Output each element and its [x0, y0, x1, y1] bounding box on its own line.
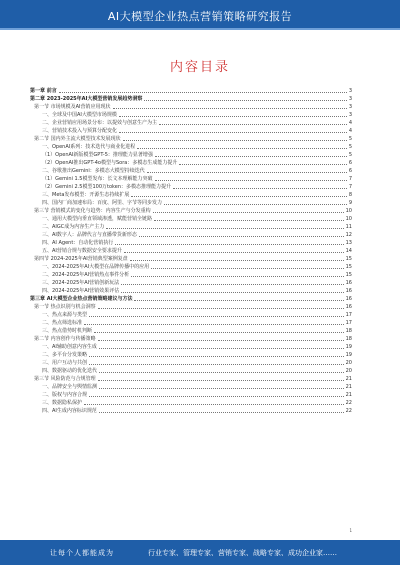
toc-heading: 内容目录 [169, 60, 230, 75]
toc-leader-dots [144, 99, 346, 101]
toc-entry-page: 12 [345, 232, 352, 238]
toc-leader-dots [131, 195, 346, 197]
toc-entry-label: （2）OpenAI推出GPT-4o模型与Sora：多模态生成能力提升 [42, 160, 178, 166]
toc-leader-dots [119, 131, 347, 133]
toc-entry[interactable] [30, 246, 352, 254]
toc-entry-page: 9 [348, 200, 352, 206]
toc-entry[interactable] [30, 262, 352, 270]
toc-entry-label: 一、全球及中国AI大模型市场规模 [42, 112, 117, 118]
toc-leader-dots [153, 211, 344, 213]
toc-entry[interactable] [30, 110, 352, 118]
toc-entry[interactable] [30, 86, 352, 94]
toc-leader-dots [123, 139, 347, 141]
toc-entry-page: 8 [348, 192, 352, 198]
toc-entry-page: 20 [345, 360, 352, 366]
toc-entry-label: 第一节 市场规模及AI营销应用现状 [34, 104, 111, 110]
toc-entry-label: 一、AI辅助创意内容生成 [42, 344, 97, 350]
toc-entry-page: 21 [345, 384, 352, 390]
toc-entry[interactable] [30, 150, 352, 158]
toc-entry[interactable] [30, 342, 352, 350]
toc-entry-page: 21 [345, 376, 352, 382]
toc-entry[interactable] [30, 278, 352, 286]
toc-entry-label: 二、谷歌推出Gemini：多模态大模型持续迭代 [42, 168, 145, 174]
toc-entry-page: 7 [348, 176, 352, 182]
toc-leader-dots [151, 267, 343, 269]
toc-entry-page: 10 [345, 216, 352, 222]
toc-entry-label: 第二节 国内外主流大模型技术发展现状 [34, 136, 121, 142]
toc-entry-label: 第二节 内容创作与传播策略 [34, 336, 96, 342]
toc-entry-page: 3 [348, 88, 352, 94]
toc-entry-label: 四、AI生成内容标识规范 [42, 408, 97, 414]
toc-entry-page: 19 [345, 352, 352, 358]
toc-entry[interactable] [30, 118, 352, 126]
toc-leader-dots [164, 203, 347, 205]
toc-entry-label: 三、用户互动与共创 [42, 360, 88, 366]
toc-leader-dots [84, 323, 344, 325]
toc-entry-page: 17 [345, 312, 352, 318]
toc-entry[interactable] [30, 254, 352, 262]
toc-entry-page: 22 [345, 408, 352, 414]
toc-leader-dots [98, 339, 344, 341]
toc-leader-dots [89, 395, 344, 397]
toc-entry-label: 第三节 风险防范与合规管理 [34, 376, 96, 382]
toc-entry[interactable] [30, 174, 352, 182]
toc-entry[interactable] [30, 198, 352, 206]
toc-entry-label: 第二章 2023-2025年AI大模型营销发展趋势洞察 [30, 96, 143, 102]
toc-entry-label: 二、2024-2025年AI营销热点事件分析 [42, 272, 130, 278]
toc-entry-page: 17 [345, 320, 352, 326]
toc-entry-label: 四、AI Agent：自动化营销执行 [42, 240, 114, 246]
toc-leader-dots [155, 179, 347, 181]
toc-leader-dots [121, 283, 343, 285]
toc-leader-dots [147, 171, 347, 173]
toc-leader-dots [99, 387, 344, 389]
toc-entry[interactable] [30, 166, 352, 174]
toc-entry[interactable] [30, 94, 352, 102]
table-of-contents [30, 86, 352, 414]
toc-entry-label: 四、2024-2025年AI营销效果评估 [42, 288, 120, 294]
toc-entry[interactable] [30, 294, 352, 302]
header-stripe [0, 28, 400, 30]
toc-entry-label: 第三章 AI大模型企业热点营销策略建议与方法 [30, 296, 133, 302]
toc-entry-page: 3 [348, 96, 352, 102]
toc-entry[interactable] [30, 206, 352, 214]
toc-entry[interactable] [30, 142, 352, 150]
toc-entry[interactable] [30, 286, 352, 294]
toc-entry-page: 7 [348, 184, 352, 190]
toc-entry-page: 15 [345, 256, 352, 262]
toc-leader-dots [179, 163, 346, 165]
toc-leader-dots [124, 251, 344, 253]
toc-entry-label: 二、多平台分发策略 [42, 352, 88, 358]
toc-leader-dots [113, 107, 347, 109]
toc-entry-label: 第一节 热点识别与机会洞察 [34, 304, 96, 310]
toc-entry-label: 五、AI营销合规与数据安全要求提升 [42, 248, 122, 254]
toc-leader-dots [173, 187, 347, 189]
toc-entry-label: 第四节 2024-2025年AI营销典型案例复盘 [34, 256, 128, 262]
toc-entry-page: 16 [345, 296, 352, 302]
toc-entry[interactable] [30, 270, 352, 278]
toc-leader-dots [99, 411, 344, 413]
toc-leader-dots [121, 291, 343, 293]
toc-entry[interactable] [30, 238, 352, 246]
toc-leader-dots [89, 363, 344, 365]
toc-entry[interactable] [30, 382, 352, 390]
toc-leader-dots [59, 91, 347, 93]
toc-entry-page: 19 [345, 344, 352, 350]
toc-entry[interactable] [30, 158, 352, 166]
toc-entry[interactable] [30, 398, 352, 406]
toc-entry[interactable] [30, 302, 352, 310]
toc-entry-page: 16 [345, 280, 352, 286]
toc-entry-label: 三、营销技术投入与预算分配变化 [42, 128, 118, 134]
toc-entry-page: 16 [345, 288, 352, 294]
report-title: AI大模型企业热点营销策略研究报告 [107, 10, 293, 23]
toc-entry[interactable] [30, 334, 352, 342]
toc-entry-page: 11 [345, 224, 352, 230]
report-footer [0, 540, 400, 565]
toc-entry-page: 6 [348, 168, 352, 174]
page-number: 1 [349, 528, 352, 533]
toc-entry-page: 3 [348, 112, 352, 118]
toc-entry-page: 6 [348, 160, 352, 166]
toc-entry-page: 5 [348, 144, 352, 150]
toc-leader-dots [94, 331, 344, 333]
toc-entry-label: 二、版权与内容合规 [42, 392, 88, 398]
toc-entry[interactable] [30, 126, 352, 134]
toc-entry-page: 16 [345, 304, 352, 310]
toc-entry[interactable] [30, 222, 352, 230]
toc-entry-label: 一、OpenAI系列：技术迭代与商业化进程 [42, 144, 136, 150]
toc-entry[interactable] [30, 326, 352, 334]
toc-entry-page: 10 [345, 208, 352, 214]
toc-entry[interactable] [30, 230, 352, 238]
toc-leader-dots [115, 243, 343, 245]
toc-entry-page: 15 [345, 272, 352, 278]
footer-tagline: 行业专家、管理专家、营销专家、战略专家、成功企业家…… [148, 549, 337, 557]
toc-entry-label: 三、Meta发布模型：开源生态持续扩展 [42, 192, 130, 198]
toc-entry-label: 三、热点借势时机判断 [42, 328, 93, 334]
toc-entry-label: 三、2024-2025年AI营销创新玩法 [42, 280, 120, 286]
toc-leader-dots [84, 403, 344, 405]
toc-entry-page: 21 [345, 392, 352, 398]
toc-leader-dots [154, 219, 344, 221]
toc-entry-page: 15 [345, 264, 352, 270]
toc-entry[interactable] [30, 134, 352, 142]
toc-leader-dots [159, 123, 347, 125]
toc-entry-label: 一、品牌安全与舆情监测 [42, 384, 98, 390]
toc-entry[interactable] [30, 406, 352, 414]
toc-entry[interactable] [30, 366, 352, 374]
toc-entry-page: 18 [345, 336, 352, 342]
toc-entry-page: 4 [348, 128, 352, 134]
toc-entry-page: 22 [345, 400, 352, 406]
toc-entry-page: 3 [348, 104, 352, 110]
toc-entry-label: 四、数据驱动的优化迭代 [42, 368, 98, 374]
toc-leader-dots [99, 347, 344, 349]
toc-entry-label: 一、热点来源与类型 [42, 312, 88, 318]
toc-leader-dots [106, 227, 343, 229]
toc-leader-dots [137, 147, 347, 149]
toc-leader-dots [134, 299, 343, 301]
footer-slogan: 让每个人都能成为 [50, 549, 114, 557]
toc-entry[interactable] [30, 214, 352, 222]
toc-entry[interactable] [30, 182, 352, 190]
toc-leader-dots [99, 371, 344, 373]
toc-entry-page: 20 [345, 368, 352, 374]
toc-entry-label: （2）Gemini 2.5模型100万token：多模态推理能力提升 [42, 184, 172, 190]
toc-entry-page: 5 [348, 152, 352, 158]
toc-entry-label: 二、热点筛选标准 [42, 320, 83, 326]
toc-entry[interactable] [30, 318, 352, 326]
toc-entry-label: （1）Gemini 1.5模型发布：长文本理解能力突破 [42, 176, 153, 182]
toc-leader-dots [130, 259, 344, 261]
toc-entry-label: 第一章 前言 [30, 88, 57, 94]
toc-entry-page: 13 [345, 240, 352, 246]
toc-leader-dots [98, 379, 344, 381]
toc-entry-label: 二、AIGC成为内容生产主力 [42, 224, 105, 230]
toc-entry-label: 一、通用大模型向垂直领域渗透，赋能营销全链路 [42, 216, 153, 222]
toc-entry[interactable] [30, 358, 352, 366]
toc-entry-label: （1）OpenAI新版模型GPT-5：推理能力显著增强 [42, 152, 153, 158]
toc-entry-page: 4 [348, 120, 352, 126]
toc-entry[interactable] [30, 190, 352, 198]
toc-leader-dots [139, 235, 344, 237]
toc-leader-dots [155, 155, 347, 157]
toc-entry[interactable] [30, 390, 352, 398]
toc-entry[interactable] [30, 350, 352, 358]
toc-leader-dots [131, 275, 343, 277]
toc-entry[interactable] [30, 374, 352, 382]
toc-leader-dots [89, 315, 344, 317]
toc-leader-dots [98, 307, 344, 309]
toc-entry-label: 四、国内厂商加速布局：百度、阿里、字节等同步发力 [42, 200, 163, 206]
toc-entry-label: 第三节 营销模式的变化与趋势：内容生产与分发重构 [34, 208, 151, 214]
toc-entry[interactable] [30, 310, 352, 318]
toc-entry[interactable] [30, 102, 352, 110]
toc-entry-label: 三、数据隐私保护 [42, 400, 83, 406]
toc-entry-label: 二、企业营销应用场景分布：以提效与创意生产为主 [42, 120, 158, 126]
report-header [0, 0, 400, 30]
toc-entry-label: 三、AI数字人：品牌代言与直播带货新形态 [42, 232, 137, 238]
toc-entry-page: 5 [348, 136, 352, 142]
toc-leader-dots [119, 115, 347, 117]
toc-entry-page: 18 [345, 328, 352, 334]
toc-entry-page: 14 [345, 248, 352, 254]
toc-leader-dots [89, 355, 344, 357]
toc-entry-label: 一、2024-2025年AI大模型在品牌传播中的应用 [42, 264, 150, 270]
